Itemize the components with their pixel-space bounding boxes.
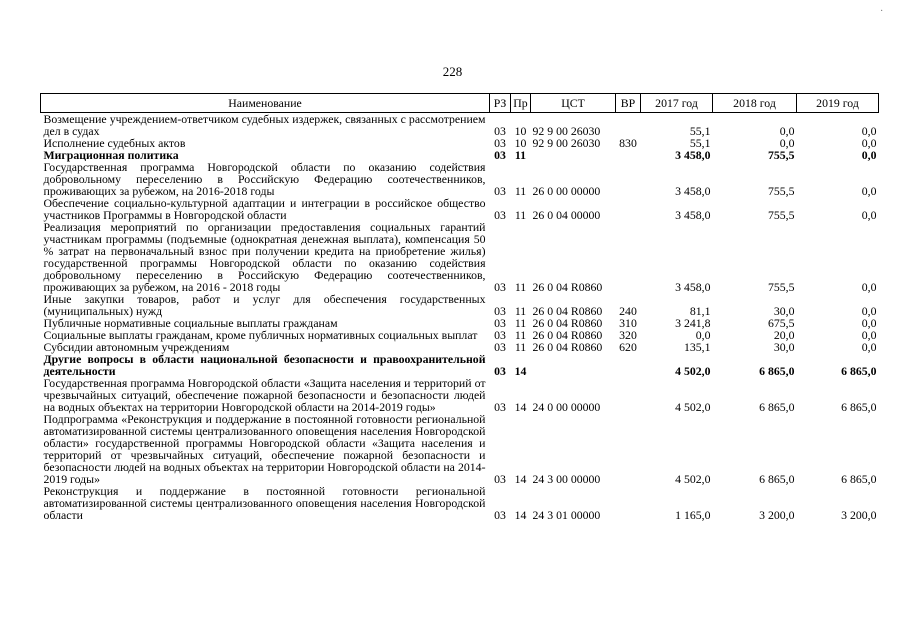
- row-cst: 92 9 00 26030: [532, 124, 601, 138]
- row-name: Другие вопросы в области национальной безопасности и правоохранительной деятельности: [43, 352, 486, 378]
- row-name: Исполнение судебных актов: [43, 136, 186, 150]
- row-2019: 0,0: [861, 124, 877, 138]
- row-2018: 6 865,0: [759, 400, 795, 414]
- row-pr: 11: [514, 304, 527, 318]
- row-vr: [616, 413, 641, 485]
- row-2018: 755,5: [767, 184, 795, 198]
- row-2019: 0,0: [861, 184, 877, 198]
- row-name: Реализация мероприятий по организации предоставления социальных гарантий участникам программы (подъемные (однократная денежная выплата), компенсация 50 % затрат на первоначальный взнос при получении кредита на приобретение жилья) государственной программы Новгородской области по оказанию содействия добровольному переселению в Российскую Федерацию соотечественников, проживающих за рубежом, на 2016 - 2018 годы: [43, 220, 486, 294]
- header-vr: ВР: [616, 94, 641, 113]
- row-cst: 24 0 00 00000: [532, 400, 601, 414]
- row-2018: 6 865,0: [759, 364, 795, 378]
- row-vr: 320: [619, 328, 637, 342]
- row-2018: 675,5: [767, 316, 795, 330]
- table-header-row: [41, 94, 879, 113]
- row-2018: 30,0: [773, 304, 795, 318]
- row-vr: [616, 161, 641, 197]
- row-2017: 3 458,0: [675, 280, 711, 294]
- row-cst: 26 0 04 R0860: [532, 304, 603, 318]
- row-rz: 03: [494, 136, 506, 150]
- row-name: Возмещение учреждением-ответчиком судебных издержек, связанных с рассмотрением дел в судах: [43, 112, 486, 138]
- row-2019: 6 865,0: [841, 400, 877, 414]
- header-cst: ЦСТ: [531, 94, 616, 113]
- row-2017: 3 241,8: [675, 316, 711, 330]
- row-2017: 3 458,0: [675, 208, 711, 222]
- row-cst: 26 0 00 00000: [532, 184, 601, 198]
- row-pr: 10: [514, 124, 527, 138]
- row-pr: 14: [514, 364, 527, 378]
- row-vr: 620: [619, 340, 637, 354]
- row-vr: [616, 221, 641, 293]
- row-pr: 11: [514, 148, 527, 162]
- row-pr: 11: [514, 280, 527, 294]
- row-2018: 0,0: [779, 124, 795, 138]
- row-2018: 755,5: [767, 208, 795, 222]
- row-2017: 4 502,0: [675, 400, 711, 414]
- row-vr: 830: [619, 136, 637, 150]
- page-number: 228: [442, 64, 463, 79]
- row-2018: 20,0: [773, 328, 795, 342]
- row-cst: 26 0 04 R0860: [532, 328, 603, 342]
- header-2019: 2019 год: [797, 94, 879, 113]
- row-2019: 6 865,0: [841, 364, 877, 378]
- row-2017: 81,1: [689, 304, 711, 318]
- row-2019: 0,0: [861, 316, 877, 330]
- row-vr: [616, 149, 641, 161]
- row-2017: 3 458,0: [675, 184, 711, 198]
- row-cst: 26 0 04 00000: [532, 208, 601, 222]
- row-vr: [616, 485, 641, 521]
- table-row: [41, 113, 879, 138]
- row-rz: 03: [494, 148, 506, 162]
- row-cst: 26 0 04 R0860: [532, 340, 603, 354]
- row-name: Реконструкция и поддержание в постоянной готовности региональной автоматизированной системы централизованного оповещения населения Новгородской области: [43, 484, 486, 522]
- row-2017: 135,1: [683, 340, 711, 354]
- header-rz: РЗ: [490, 94, 511, 113]
- row-2019: 0,0: [861, 328, 877, 342]
- row-cst: [531, 353, 616, 377]
- row-vr: [616, 353, 641, 377]
- row-rz: 03: [494, 124, 506, 138]
- row-2018: 30,0: [773, 340, 795, 354]
- row-vr: [616, 197, 641, 221]
- header-pr: Пр: [511, 94, 531, 113]
- row-rz: 03: [494, 208, 506, 222]
- table-row: [41, 377, 879, 413]
- row-rz: 03: [494, 364, 506, 378]
- row-pr: 14: [514, 400, 527, 414]
- row-cst: 26 0 04 R0860: [532, 280, 603, 294]
- row-rz: 03: [494, 400, 506, 414]
- header-2017: 2017 год: [641, 94, 713, 113]
- row-name: Миграционная политика: [43, 148, 179, 162]
- row-2018: 3 200,0: [759, 508, 795, 522]
- row-name: Государственная программа Новгородской области «Защита населения и территорий от чрезвычайных ситуаций, обеспечение пожарной безопасности и безопасности людей на водных объектах на территории Новгородской области на 2014-2019 годы»: [43, 376, 486, 414]
- row-pr: 11: [514, 340, 527, 354]
- budget-table: [40, 93, 879, 521]
- row-pr: 11: [514, 328, 527, 342]
- row-2019: 0,0: [861, 340, 877, 354]
- header-2018: 2018 год: [713, 94, 797, 113]
- row-vr: 310: [619, 316, 637, 330]
- table-row: [41, 197, 879, 221]
- row-2018: 0,0: [779, 136, 795, 150]
- row-rz: 03: [494, 280, 506, 294]
- row-2017: 4 502,0: [675, 472, 711, 486]
- row-pr: 11: [514, 208, 527, 222]
- row-cst: [531, 149, 616, 161]
- row-2018: 755,5: [767, 280, 795, 294]
- row-cst: 26 0 04 R0860: [532, 316, 603, 330]
- row-2019: 0,0: [861, 280, 877, 294]
- row-vr: [616, 377, 641, 413]
- row-2019: 0,0: [861, 136, 877, 150]
- row-2019: 3 200,0: [841, 508, 877, 522]
- table-row: [41, 353, 879, 377]
- row-cst: 92 9 00 26030: [532, 136, 601, 150]
- row-cst: 24 3 01 00000: [532, 508, 601, 522]
- row-2019: 0,0: [861, 148, 877, 162]
- row-name: Субсидии автономным учреждениям: [43, 340, 230, 354]
- row-2017: 0,0: [695, 328, 711, 342]
- row-rz: 03: [494, 472, 506, 486]
- row-name: Подпрограмма «Реконструкция и поддержание в постоянной готовности региональной автоматизированной системы централизованного оповещения населения Новгородской области» государственной программы Новгородской области «Защита населения и территорий от чрезвычайных ситуаций, обеспечение пожарной безопасности и безопасности людей на водных объектах на территории Новгородской области на 2014-2019 годы»: [43, 412, 486, 486]
- row-name: Обеспечение социально-культурной адаптации и интеграции в российское общество участников Программы в Новгородской области: [43, 196, 486, 222]
- row-2019: 6 865,0: [841, 472, 877, 486]
- row-2019: 0,0: [861, 208, 877, 222]
- row-cst: 24 3 00 00000: [532, 472, 601, 486]
- table-row: [41, 293, 879, 317]
- row-name: Государственная программа Новгородской области по оказанию содействия добровольному переселению в Российскую Федерацию соотечественников, проживающих за рубежом, на 2016-2018 годы: [43, 160, 486, 198]
- row-name: Иные закупки товаров, работ и услуг для обеспечения государственных (муниципальных) нужд: [43, 292, 486, 318]
- row-2017: 55,1: [689, 136, 711, 150]
- table-row: [41, 221, 879, 293]
- row-pr: 11: [514, 316, 527, 330]
- row-rz: 03: [494, 328, 506, 342]
- table-row: [41, 413, 879, 485]
- row-pr: 14: [514, 508, 527, 522]
- row-vr: 240: [619, 304, 637, 318]
- row-2017: 55,1: [689, 124, 711, 138]
- row-2017: 1 165,0: [675, 508, 711, 522]
- row-pr: 11: [514, 184, 527, 198]
- row-2018: 755,5: [767, 148, 795, 162]
- corner-mark: ·: [880, 6, 884, 17]
- header-name: Наименование: [41, 94, 490, 113]
- row-name: Социальные выплаты гражданам, кроме публичных нормативных социальных выплат: [43, 328, 478, 342]
- row-rz: 03: [494, 340, 506, 354]
- row-vr: [616, 113, 641, 138]
- row-2019: 0,0: [861, 304, 877, 318]
- row-pr: 10: [514, 136, 527, 150]
- row-rz: 03: [494, 184, 506, 198]
- row-rz: 03: [494, 316, 506, 330]
- row-rz: 03: [494, 508, 506, 522]
- table-row: [41, 485, 879, 521]
- row-name: Публичные нормативные социальные выплаты гражданам: [43, 316, 338, 330]
- row-2017: 4 502,0: [675, 364, 711, 378]
- row-rz: 03: [494, 304, 506, 318]
- row-2018: 6 865,0: [759, 472, 795, 486]
- table-row: [41, 161, 879, 197]
- row-2017: 3 458,0: [675, 148, 711, 162]
- row-pr: 14: [514, 472, 527, 486]
